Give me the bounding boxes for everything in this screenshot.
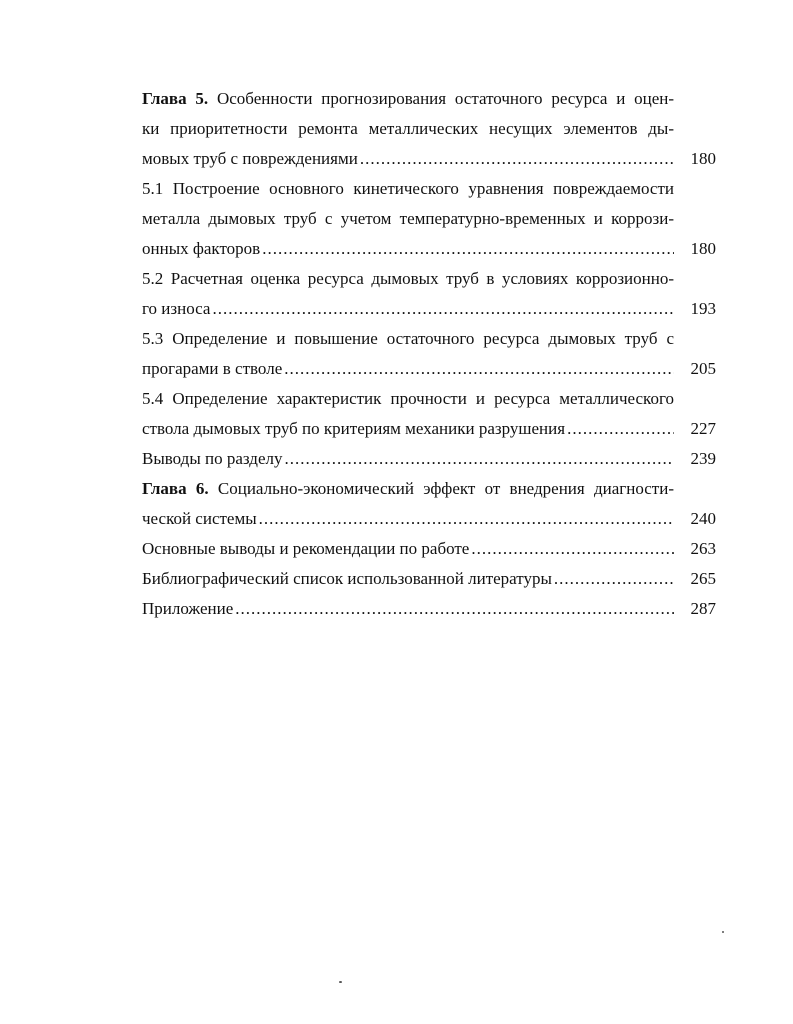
page-number: 263 bbox=[690, 539, 716, 558]
chapter-label: Глава 6. bbox=[142, 479, 209, 498]
toc-line: 5.1 Построение основного кинетического уравнения повреждаемости bbox=[142, 179, 674, 198]
table-of-contents bbox=[142, 84, 716, 624]
toc-line: ки приоритетности ремонта металлических несущих элементов ды- bbox=[142, 119, 674, 138]
toc-line bbox=[142, 594, 716, 624]
toc-line bbox=[142, 534, 716, 564]
toc-text: Приложение bbox=[142, 599, 234, 618]
toc-text: прогарами в стволе bbox=[142, 359, 283, 378]
page-number: 240 bbox=[690, 509, 716, 528]
dot-leader bbox=[360, 144, 674, 174]
toc-entry-chapter-6[interactable] bbox=[142, 474, 716, 534]
toc-line bbox=[142, 564, 716, 594]
toc-text: ческой системы bbox=[142, 509, 257, 528]
toc-line bbox=[142, 354, 716, 384]
toc-line bbox=[142, 294, 716, 324]
dot-leader bbox=[471, 534, 674, 564]
toc-text: ствола дымовых труб по критериям механики разрушения bbox=[142, 419, 566, 438]
scan-speck bbox=[339, 981, 342, 983]
page-number: 180 bbox=[690, 239, 716, 258]
toc-entry-bibliography[interactable] bbox=[142, 564, 716, 594]
toc-line bbox=[142, 234, 716, 264]
page-number: 239 bbox=[690, 449, 716, 468]
toc-line bbox=[142, 144, 716, 174]
toc-text: Основные выводы и рекомендации по работе bbox=[142, 539, 470, 558]
page-number: 265 bbox=[690, 569, 716, 588]
chapter-label: Глава 5. bbox=[142, 89, 209, 108]
toc-text: Выводы по разделу bbox=[142, 449, 283, 468]
toc-entry-section-5-3[interactable] bbox=[142, 324, 716, 384]
toc-text: мовых труб с повреждениями bbox=[142, 149, 358, 168]
dot-leader bbox=[259, 504, 674, 534]
toc-line bbox=[142, 414, 716, 444]
toc-line: 5.4 Определение характеристик прочности и ресурса металлического bbox=[142, 389, 674, 408]
toc-entry-appendix[interactable] bbox=[142, 594, 716, 624]
toc-line: металла дымовых труб с учетом температурно-временных и коррози- bbox=[142, 209, 674, 228]
toc-entry-section-5-1[interactable] bbox=[142, 174, 716, 264]
toc-text: онных факторов bbox=[142, 239, 261, 258]
dot-leader bbox=[284, 444, 674, 474]
toc-line bbox=[142, 474, 674, 504]
page-number: 180 bbox=[690, 149, 716, 168]
toc-entry-main-conclusions[interactable] bbox=[142, 534, 716, 564]
dot-leader bbox=[567, 414, 674, 444]
toc-line bbox=[142, 444, 716, 474]
dot-leader bbox=[262, 234, 674, 264]
toc-text: Библиографический список использованной литературы bbox=[142, 569, 552, 588]
chapter-title-part: Особенности прогнозирования остаточного ресурса и оцен- bbox=[208, 89, 675, 108]
toc-entry-section-5-2[interactable] bbox=[142, 264, 716, 324]
page-number: 287 bbox=[690, 599, 716, 618]
toc-entry-section-5-4[interactable] bbox=[142, 384, 716, 444]
dot-leader bbox=[554, 564, 674, 594]
page-number: 193 bbox=[690, 299, 716, 318]
toc-entry-section-conclusions[interactable] bbox=[142, 444, 716, 474]
page-number: 205 bbox=[690, 359, 716, 378]
chapter-title-part: Социально-экономический эффект от внедрения диагности- bbox=[208, 479, 674, 498]
toc-line bbox=[142, 84, 674, 114]
dot-leader bbox=[235, 594, 674, 624]
toc-line: 5.3 Определение и повышение остаточного ресурса дымовых труб с bbox=[142, 329, 674, 348]
scan-speck bbox=[722, 931, 724, 933]
dot-leader bbox=[284, 354, 674, 384]
toc-line: 5.2 Расчетная оценка ресурса дымовых труб в условиях коррозионно- bbox=[142, 269, 674, 288]
dot-leader bbox=[212, 294, 674, 324]
toc-text: го износа bbox=[142, 299, 211, 318]
toc-entry-chapter-5[interactable] bbox=[142, 84, 716, 174]
toc-line bbox=[142, 504, 716, 534]
page-number: 227 bbox=[690, 419, 716, 438]
